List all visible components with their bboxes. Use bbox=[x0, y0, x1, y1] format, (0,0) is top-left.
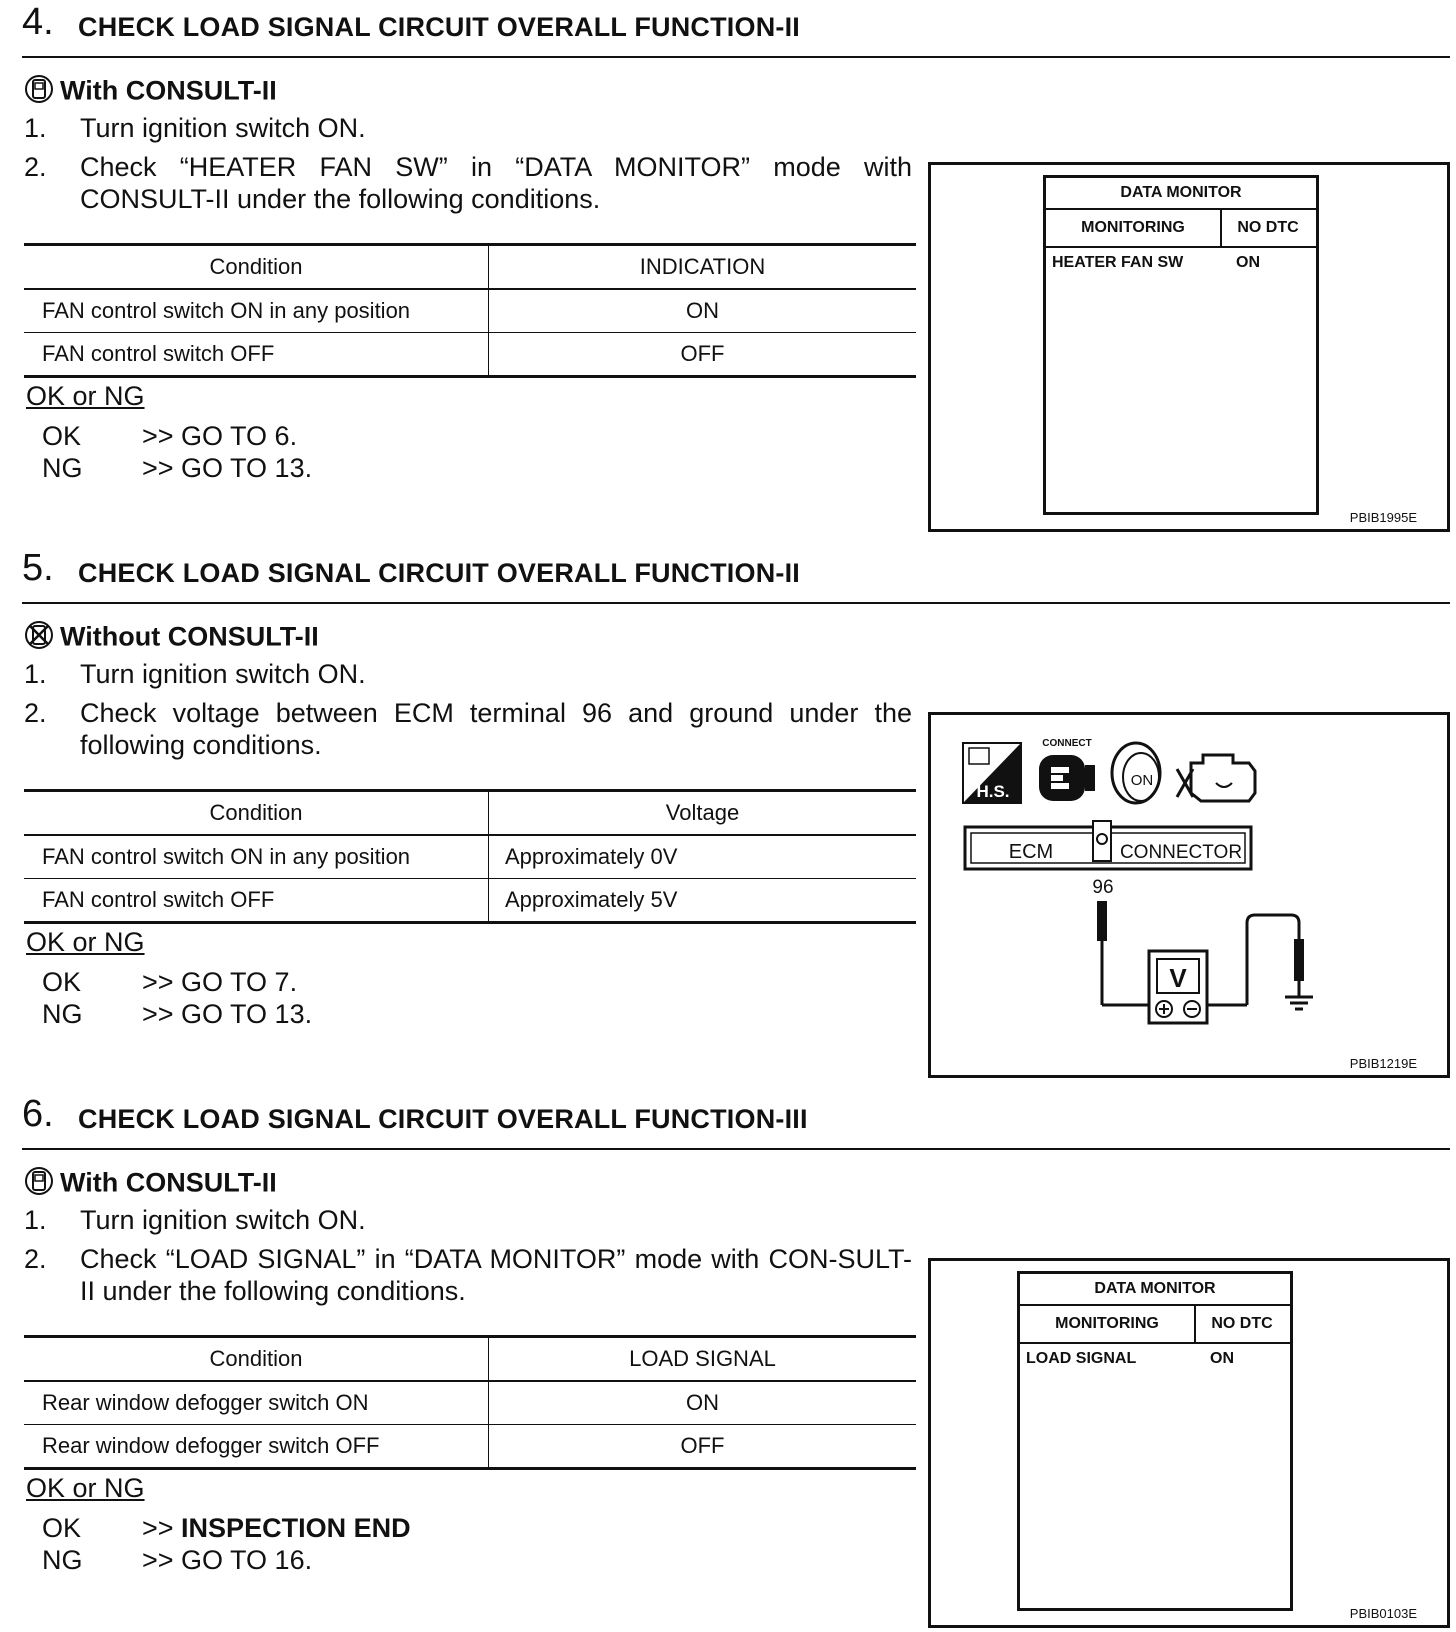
svg-text:ECM: ECM bbox=[1008, 841, 1054, 863]
no-consult-icon bbox=[24, 620, 54, 657]
svg-text:ON: ON bbox=[1130, 772, 1154, 789]
section-divider bbox=[22, 56, 1450, 58]
section-number: 6. bbox=[22, 1093, 54, 1135]
consult-icon bbox=[24, 1166, 54, 1203]
section-divider bbox=[22, 1148, 1450, 1150]
hs-icon bbox=[963, 743, 1021, 803]
monitor-value: ON bbox=[1210, 1350, 1234, 1367]
data-monitor-figure bbox=[928, 1258, 1450, 1628]
step-2: 2. Check “HEATER FAN SW” in “DATA MONITOR” mode with CONSULT-II under the following conditions. bbox=[24, 152, 912, 214]
column-header: Condition bbox=[24, 791, 489, 836]
data-monitor-title: DATA MONITOR bbox=[1020, 1274, 1290, 1306]
inspection-end-text: INSPECTION END bbox=[181, 1513, 411, 1543]
no-dtc-header: NO DTC bbox=[1220, 210, 1316, 248]
ignition-on-icon bbox=[1112, 743, 1160, 803]
data-monitor-screen bbox=[1017, 1271, 1293, 1611]
monitoring-header: MONITORING bbox=[1046, 210, 1222, 248]
condition-table bbox=[24, 1335, 916, 1470]
circuit-diagram bbox=[931, 715, 1447, 1075]
ok-or-ng-label: OK or NG bbox=[26, 1473, 145, 1503]
data-monitor-figure bbox=[928, 162, 1450, 532]
svg-text:CONNECTOR: CONNECTOR bbox=[1119, 842, 1243, 863]
figure-id: PBIB0103E bbox=[1349, 1606, 1417, 1621]
monitor-value: ON bbox=[1236, 254, 1260, 271]
section-number: 5. bbox=[22, 547, 54, 589]
monitoring-header: MONITORING bbox=[1020, 1306, 1196, 1344]
monitor-item: LOAD SIGNAL bbox=[1026, 1350, 1137, 1367]
consult-mode-label: With CONSULT-II bbox=[24, 74, 277, 111]
column-header: Condition bbox=[24, 245, 489, 290]
section-title: CHECK LOAD SIGNAL CIRCUIT OVERALL FUNCTION-II bbox=[78, 558, 800, 588]
section-4-header bbox=[22, 2, 1450, 42]
column-header: Voltage bbox=[489, 791, 917, 836]
consult-icon bbox=[24, 74, 54, 111]
column-header: LOAD SIGNAL bbox=[489, 1337, 917, 1382]
svg-text:CONNECT: CONNECT bbox=[1042, 738, 1092, 749]
no-consult-mode-label: Without CONSULT-II bbox=[24, 620, 319, 657]
table-row: FAN control switch ON in any position ON bbox=[24, 289, 916, 333]
consult-mode-label: With CONSULT-II bbox=[24, 1166, 277, 1203]
figure-id: PBIB1995E bbox=[1349, 510, 1417, 525]
data-monitor-title: DATA MONITOR bbox=[1046, 178, 1316, 210]
step-2: 2. Check voltage between ECM terminal 96 and ground under the following conditions. bbox=[24, 698, 912, 760]
engine-off-icon bbox=[1177, 755, 1255, 801]
section-number: 4. bbox=[22, 1, 54, 43]
condition-table bbox=[24, 789, 916, 924]
table-row: FAN control switch OFF OFF bbox=[24, 333, 916, 377]
condition-table bbox=[24, 243, 916, 378]
data-monitor-screen bbox=[1043, 175, 1319, 515]
ecm-connector bbox=[965, 821, 1251, 869]
svg-text:V: V bbox=[1169, 963, 1187, 993]
terminal-number: 96 bbox=[1092, 877, 1114, 898]
no-dtc-header: NO DTC bbox=[1194, 1306, 1290, 1344]
voltage-check-figure bbox=[928, 712, 1450, 1078]
table-row: Rear window defogger switch ON ON bbox=[24, 1381, 916, 1425]
section-6-header bbox=[22, 1094, 1450, 1134]
section-title: CHECK LOAD SIGNAL CIRCUIT OVERALL FUNCTION-II bbox=[78, 12, 800, 42]
table-row: FAN control switch OFF Approximately 5V bbox=[24, 879, 916, 923]
column-header: Condition bbox=[24, 1337, 489, 1382]
ok-or-ng-label: OK or NG bbox=[26, 927, 145, 957]
step-2: 2. Check “LOAD SIGNAL” in “DATA MONITOR” mode with CON-SULT-II under the following conditions. bbox=[24, 1244, 912, 1306]
monitor-item: HEATER FAN SW bbox=[1052, 254, 1184, 271]
connect-icon bbox=[1039, 738, 1095, 801]
ground-icon bbox=[1285, 997, 1313, 1009]
column-header: INDICATION bbox=[489, 245, 917, 290]
figure-id: PBIB1219E bbox=[1349, 1056, 1417, 1071]
table-row: Rear window defogger switch OFF OFF bbox=[24, 1425, 916, 1469]
section-5-header bbox=[22, 548, 1450, 588]
table-row: FAN control switch ON in any position Approximately 0V bbox=[24, 835, 916, 879]
section-divider bbox=[22, 602, 1450, 604]
section-title: CHECK LOAD SIGNAL CIRCUIT OVERALL FUNCTION-III bbox=[78, 1104, 808, 1134]
voltmeter-icon bbox=[1149, 951, 1207, 1023]
svg-text:H.S.: H.S. bbox=[976, 782, 1010, 801]
ok-or-ng-label: OK or NG bbox=[26, 381, 145, 411]
